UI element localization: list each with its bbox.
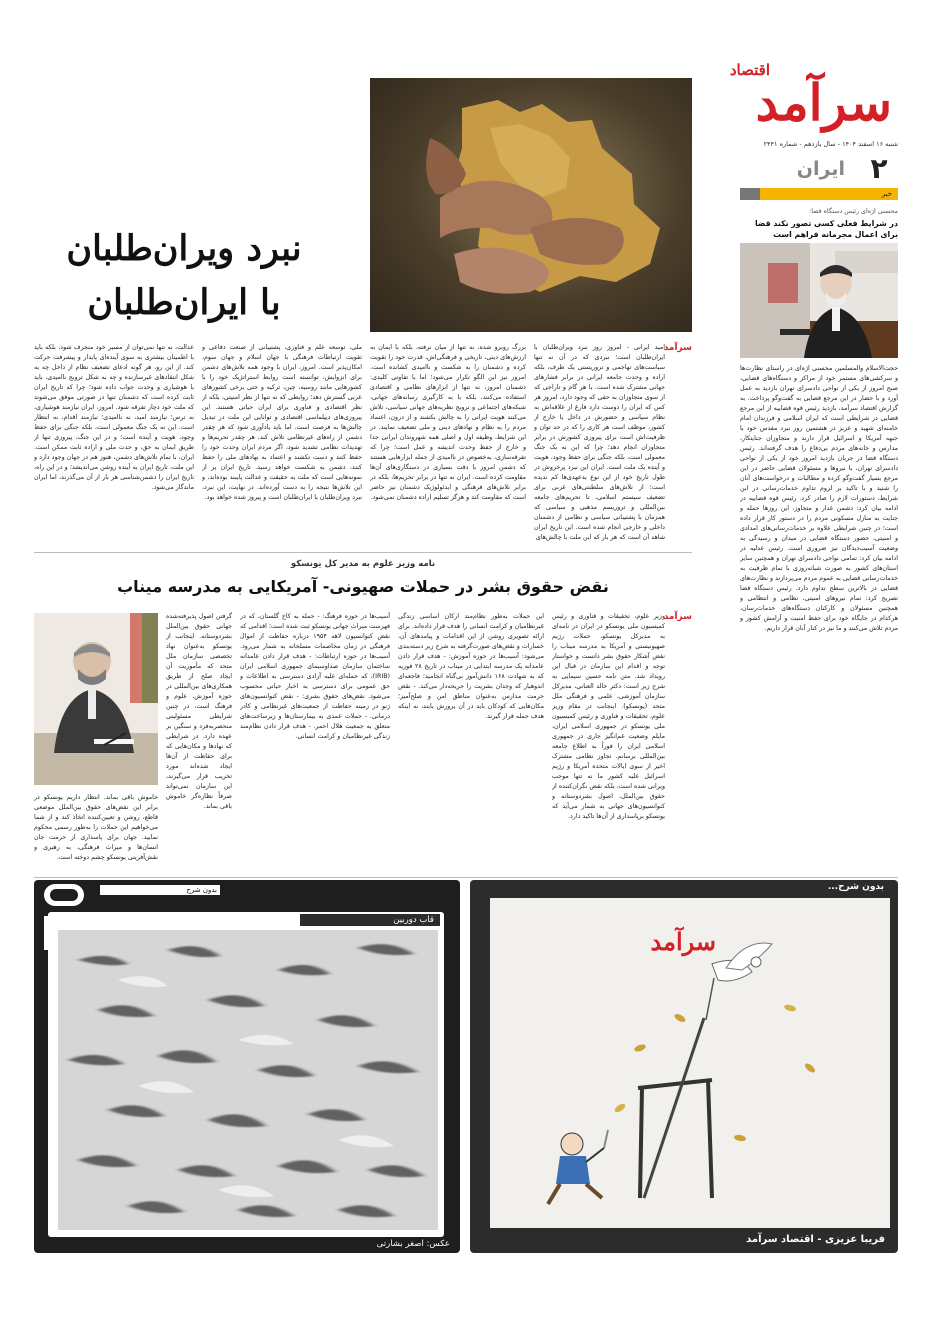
news-photo [740,243,898,358]
page-number: ۲ [870,152,888,185]
news-kicker: محسنی اژه‌ای رئیس دستگاه قضا: [809,208,898,215]
editorial-title [34,222,334,330]
cartoon-stamp: سرآمد [650,927,716,956]
letter-column-1: وزیر علوم، تحقیقات و فناوری و رئیس کمیسیون ملی یونسکو در ایران در نامه‌ای به مدیرکل یونسکو، حملات رژیم صهیونیستی و آمریکا به مدرسه میناب را نقض آشکار حقوق بشر دانست و خواستار توجه و اقدام این سازمان در قبال این رویداد شد. متن نامه حسین سیمایی به شرح زیر است: دکتر خالد العنانی، مدیرکل سازمان آموزشی، علمی و فرهنگی ملل متحد (یونسکو). اینجانب در مقام وزیر علوم، تحقیقات و فناوری و رئیس کمیسیون ملی یونسکو در جمهوری اسلامی ایران، مایلم وضعیت غم‌انگیز جاری در جمهوری اسلامی ایران را فوراً به اطلاع جامعه بین‌المللی برسانم. تجاوز نظامی مشترک اخیر از سوی ایالات متحده آمریکا و رژیم اسرائیل علیه کشور ما نه تنها موجب ویرانی شده است، بلکه نقض نگران‌کننده از حقوق بین‌الملل، اصول بشردوستانه و کنوانسیون‌های جهانی به شمار می‌آید که یونسکو برپاسداری از آن‌ها تاکید دارد. [552,613,665,820]
editorial-image [370,78,692,332]
section-name: ایران [796,158,845,180]
news-headline: در شرایط فعلی کسی تصور نکند قضا برای اعمال مجرمانه فراهم است [754,219,898,239]
letter-title: نقض حقوق بشر در حملات صهیونی- آمریکایی به مدرسه میناب [117,577,609,596]
letter-column-ending: خاموش باقی بماند. انتظار داریم یونسکو در برابر این نقض‌های حقوق بین‌الملل موضعی قاطع، روشن و تعیین‌کننده اتخاذ کند و از شما می‌خواهیم این حملات را به‌طور رسمی محکوم نمایید. جهان برای پاسداری از حرمت جان انسان‌ها و میراث فرهنگی، به رهبری و نقش‌آفرینی یونسکو چشم دوخته است. [34,794,158,861]
editorial-column-2: بزرگ روبرو شده، نه تنها از میان نرفته، بلکه با ایمان به ارزش‌های دینی، تاریخی و فرهنگی‌اش، قدرت خود را تقویت کرده و دشمنان را به شکست و ناامیدی کشانده است. امروز نیز این الگو تکرار می‌شود؛ اما با تفاوتی کلیدی: دشمنان امروز، نه تنها از ابزارهای نظامی و اقتصادی استفاده می‌کنند، بلکه با به کارگیری رسانه‌های جهانی، شبکه‌های اجتماعی و ترویج نظریه‌های جهانی سیاسی، تلاش می‌کنند هویت ایرانی را به چالش بکشند و از درون، اعتماد مردم را به نظام و نهادهای دینی و ملی تضعیف نمایند. در این شرایط، وظیفه اول و اصلی همه شهروندان ایرانی جدا و خارج از حفظ وحدت اندیشه و عمل است؛ چرا که تفرقه‌سازی، به‌خصوص در ناامیدی از جمله ابزارهایی هستند که دشمن امروز با دقت بسیاری در دستگاری‌های آن‌ها مقاومت کرده است. ایران نه تنها در برابر تحریم‌ها، بلکه در برابر تلاش‌های فرهنگی و ایدئولوژیک دشمنان نیز حاضر است که مقاومت کند و هرگز تسلیم اراده دشمنان نمی‌شود. [370,344,526,501]
letter-column-4: گرفتن اصول پذیرفته‌شده جهانی حقوق بین‌الملل بشردوستانه. اینجانب از یونسکو به‌عنوان نهاد تخصصی سازمان ملل متحد که مأموریت آن ایجاد صلح از طریق همکاری‌های بین‌المللی در حوزه آموزش، علوم و فرهنگ است، در چنین شرایطی مسئولیتی منحصربه‌فرد و سنگین بر عهده دارد. در شرایطی که نهادها و مکان‌هایی که برای حفاظت از آن‌ها ایجاد شده‌اند مورد تخریب قرار می‌گیرند، این سازمان نمی‌تواند صرفاً نظاره‌گر خاموش باقی بماند. [166,613,232,810]
cartoon-credit: فریبا عزیزی - اقتصاد سرآمد [746,1234,885,1245]
section-divider [34,552,692,553]
letter-photo [34,613,158,785]
section-bar-accent [740,188,760,200]
editorial-byline-logo: سرآمد [663,343,692,353]
letter-column-3: آسیب‌ها در حوزه فرهنگ: - حمله به کاخ گلستان، که در فهرست میراث جهانی یونسکو ثبت شده است؛ اقدامی که نقض کنوانسیون لاهه ۱۹۵۴ درباره حفاظت از اموال فرهنگی در زمان مخاصمات مسلحانه به شمار می‌رود. آسیب‌ها در حوزه ارتباطات: - هدف قرار دادن عامدانه ساختمان سازمان صداوسیمای جمهوری اسلامی ایران (IRIB)، که حمله‌ای علیه آزادی دسترسی به اطلاعات و حق عمومی برای دسترسی به اخبار حیاتی محسوب می‌شود. نقض‌های حقوق بشری: - نقض کنوانسیون‌های ژنو در زمینه حفاظت از جمعیت‌های غیرنظامی و کادر درمانی. - حملات عمدی به بیمارستان‌ها و زیرساخت‌های متعلق به جمعیت هلال احمر. - هدف قرار دادن نظام‌مند زندگی غیرنظامیان و کرامت انسانی. [240,613,390,740]
cartoon-label: بدون شرح... [827,882,884,892]
editorial-column-1: امید ایرانی - امروز روز نبرد ویران‌طلبان با ایران‌طلبان است؛ نبردی که در آن نه تنها سیاست‌های تهاجمی و تروریستی یک طرف، بلکه اراده و وحدت جامعه ایرانی در برابر فشارهای جهانی مشترک شده است. با هر گام و تاراجی که از سوی متجاوزان به حقی که وجود دارد، امروز هر کس که ایران را دوست دارد فارغ از علاقه‌اش به نظام سیاسی و حضورش در داخل یا خارج از کشور، موظف است هر کاری را که در حد توان و ظرفیت‌اش است برای پیروزی کشورش در برابر متجاوزان انجام دهد؛ چرا که این نه یک جنگ معمولی است، بلکه جنگی برای حفظ وجود، هویت و آینده یک ملت است. ایران این نبرد پرخروش در طول تاریخ خود از این نوع بدعهدی‌ها کم ندیده است؛ از تلاش‌های سلطنتی‌های غربی برای تضعیف سیستم اسلامی، تا تحریم‌های جامعه بین‌المللی و تروریسم مذهبی و سیاسی که همزمان با پشتیبانی سیاسی و نظامی از دشمنان داخلی و خارجی انجام شده است. این تاریخ ایران شاهد آن است که هر بار که این ملت با چالش‌های [534,344,665,541]
letter-column-2: این حملات به‌طور نظام‌مند ارکان اساسی زندگی غیرنظامیان و کرامت انسانی را هدف قرار داده‌اند. برای ارائه تصویری روشن از این اقدامات و پیامدهای آن، خسارات و نقض‌های صورت‌گرفته به شرح زیر دسته‌بندی می‌شود: آسیب‌ها در حوزه آموزش: - هدف قرار دادن عامدانه یک مدرسه ابتدایی در میناب در تاریخ ۲۸ فوریه که به شهادت ۱۶۸ دانش‌آموز بی‌گناه انجامید؛ فاجعه‌ای اندوهبار که وجدان بشریت را جریحه‌دار می‌کند. - نقض حرمت مدارس به‌عنوان مناطق امن و صلح‌آمیز؛ مکان‌هایی که کودکان باید در آن پرورش یابند، نه اینکه هدف حمله قرار گیرند. [398,613,544,720]
editorial-column-3: ملی، توسعه علم و فناوری، پشتیبانی از صنعت دفاعی و تقویت ارتباطات فرهنگی با جهان اسلام و جهان سوم، امکان‌پذیر است. امروز، ایران با وجود همه تلاش‌های دشمن برای انزوایش، توانسته است روابط استراتژیک خود را با کشورهایی مانند روسیه، چین، ترکیه و حتی برخی کشورهای عربی گسترش دهد؛ روابطی که نه تنها از نظر امنیتی، بلکه از نظر اقتصادی و فناوری برای ایران حیاتی هستند. این پیروزی‌های دیپلماسی اقتصادی و توانایی این ملت در تبدیل چالش‌ها به فرصت است. اما باید یادآوری شود که هر چقدر دشمن از راه‌های غیرنظامی تلاش کند، هر چقدر تحریم‌ها و تهدیدات نظامی تشدید شود، اگر مردم ایران وحدت خود را حفظ کنند و دست تکشند و اعتماد به نهادهای ملی را حفظ کنند، دشمن به شکست خواهد رسید. تاریخ ایران پر از نمونه‌هایی است که ملت به حقیقت و عدالت پایبند بوده‌اند، و این تلاش‌ها نتیجه را به دست آورده‌اند. در نهایت، این نبرد، نبرد ویران‌طلبان با ایران‌طلبان است و پیروز شده خواهد بود. [202,344,362,501]
logo-title: سرآمد [755,73,892,132]
photo-credit: عکس: اصغر بشارتی [376,1239,450,1249]
newspaper-logo [722,55,898,143]
letter-kicker: نامه وزیر علوم به مدیر کل یونسکو [290,559,436,569]
cartoon-illustration [490,898,890,1228]
dateline: شنبه ۱۶ اسفند ۱۴۰۴ - سال یازدهم - شماره ۲۴۴۱ [763,140,898,148]
logo-subtitle: اقتصاد [729,61,770,79]
news-body: حجت‌الاسلام والمسلمین محسنی اژه‌ای در راستای نظارت‌ها و سرکشی‌های مستمر خود از مراکز و دستگاه‌های قضایی، صبح امروز از یکی از نواحی دادسرای تهران بازدید به عمل آورد و با حضار در این مرجع قضایی به گفت‌وگو پرداخت. به گزارش اقتصاد سرآمد، بازدید رئیس قوه قضاییه از این مرجع قضایی در شرایطی است که ایران اسلامی و فرزندان امام خامنه‌ای شهید و عزیز در هشتمین روز نبرد مقدس خود با جبهه آمریکا و اسرائیل قرار دارند و متجاوزان جنایتکار، مدارس و خانه‌های مردم بی‌دفاع را هدف گرفته‌اند. رئیس دستگاه قضا در جریان بازدید امروز خود از یکی از نواحی دادسرای تهران، با نیروها و مسئولان قضایی حاضر در این مرجع بسیار گفت‌وگو کرده و مطالبات و درخواست‌های آنان را شنید و با تاکید بر لزوم تداوم خدمات‌رسانی در این شرایط، دستورات لازم را صادر کرد. رئیس قوه قضاییه در ادامه بیان کرد: دشمن غدار و متجاوز، این روزها حمله و جنایت به منازل مسکونی مردم را در دستور کار قرار داده است؛ در چنین شرایطی علاوه بر خدمات‌رسانی‌های امدادی و امنیتی، حضور دستگاه قضایی در میدان و رسیدگی به وضعیت آسیب‌دیدگان نیز ضروری است. رئیس عدلیه در ادامه بیان کرد: تمامی نواحی دادسرای تهران و همچنین سایر استان‌های کشور به صورت شبانه‌روزی با تمام ظرفیت به خدمات‌رسانی قضایی به عموم مردم می‌پردازند و نظارت‌های قضایی در بالاترین سطح تداوم دارد. رئیس دستگاه قضا تصریح کرد: تمام نیروهای امنیتی، نظامی و انتظامی و همچنین مسئولان و کارکنان دستگاه‌های خدمات‌رسان، هرکدام در جایگاه خود برای حفظ امنیت و آرامش کشور و مردم تلاش می‌کنند و ما نیز در کنار آنان قرار داریم. [740,365,898,632]
minister-photo-illustration [34,613,158,785]
editorial-column-4: عدالت، نه تنها نمی‌توان از مسیر خود منحرف شود، بلکه باید با اطمینان بیشتری به سوی آینده‌ای پایدار و پیشرفت حرکت کند. از این رو، هر گونه ادعای تضعیف نظام از داخل چه به شکل انتقادهای غیرسازنده و چه به شکل ترویج ناامیدی، باید با هوشیاری و وحدت جواب داده شود؛ چرا که تاریخ ایران ثابت کرده است که دشمنان تنها در صورتی موفق می‌شوند که ملت خود دچار تفرقه شود. امروز، ایران نیازمند هوشیاری، نه ترس؛ نیازمند امید، نه ناامیدی؛ نیازمند اقدام، نه انتظار است. این نه یک جنگ معمولی است، بلکه جنگی برای حفظ وجود، هویت و آینده است؛ و در این جنگ، پیروزی تنها از طریق ایمان به حق، و حدت ملی و اراده ثابت ممکن است. ایران، با تمام تلاش‌های دشمن، هنوز هم در جهان وجود دارد و این ملت، تاریخ ایران به آینده روشن می‌اندیشد؛ و در این راه، تاریخ ایران را دشمن‌شناسی هر بار از آن می‌گذرند، اما ایران ماندگار می‌شود. [34,344,194,491]
editorial-title-line1: نبرد ویران‌طلبان [66,228,302,269]
section-bar-label: خبر [881,190,892,198]
birds-flock-photo [58,930,438,1230]
section-divider [34,877,898,878]
editorial-title-line2: با ایران‌طلبان [87,282,281,323]
photo-header-label: قاب دوربین [300,914,440,926]
hands-embracing-map-illustration [370,78,692,332]
letter-byline-logo: سرآمد [663,612,692,622]
news-photo-illustration [740,243,898,358]
photo-label: بدون شرح [100,885,220,895]
cartoon-drawing [490,898,890,1228]
